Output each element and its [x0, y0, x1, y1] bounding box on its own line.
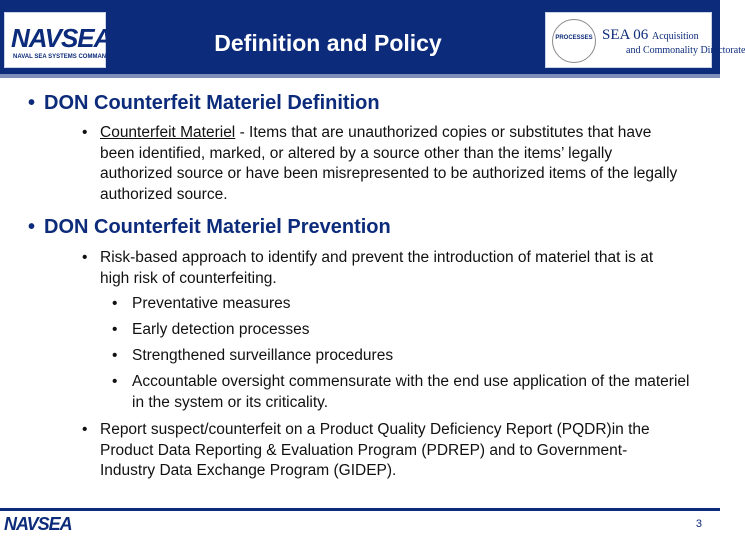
section-heading-text: DON Counterfeit Materiel Prevention: [44, 216, 391, 238]
sea06-logo-main-text: SEA 06: [602, 27, 649, 43]
bullet-icon: •: [28, 92, 36, 114]
bullet-icon: •: [82, 124, 88, 141]
navsea-logo: [4, 12, 112, 68]
prevention-item-text: Report suspect/counterfeit on a Product Quality Deficiency Report (PQDR)in the Product Data Reporting & Evaluation Program (PDREP) and to Government-Industry Data Exchange Program (GIDEP).: [100, 421, 650, 479]
sea06-logo-main: [602, 27, 699, 44]
footer-rule: [0, 508, 720, 511]
sea06-logo-subtext: and Commonality Directorate: [626, 45, 745, 56]
sea06-logo: [545, 12, 745, 68]
section-heading-text: DON Counterfeit Materiel Definition: [44, 92, 380, 114]
slide-title: Definition and Policy: [214, 30, 442, 56]
prevention-subitem-text: Strengthened surveillance procedures: [132, 347, 394, 364]
sea06-logo-acq: Acquisition: [652, 31, 699, 42]
footer-navsea-logo: NAVSEA: [4, 514, 72, 534]
definition-term: Counterfeit Materiel: [100, 124, 236, 141]
header-rule: [0, 74, 720, 78]
bullet-icon: •: [112, 295, 118, 312]
prevention-subitem-text: Early detection processes: [132, 321, 310, 338]
definition-text: [100, 123, 680, 205]
sea06-seal-icon: [552, 19, 596, 63]
bullet-icon: •: [112, 373, 118, 390]
navsea-logo-subtext: NAVAL SEA SYSTEMS COMMAND: [13, 54, 111, 60]
bullet-icon: •: [28, 216, 36, 238]
bullet-icon: •: [112, 347, 118, 364]
prevention-subitem-text: Preventative measures: [132, 295, 291, 312]
slide-header: [0, 0, 745, 78]
definition-body: - Items that are unauthorized copies or substitutes that have been identified, marked, or altered by a source other than the items’ legally authorized source or have been misrepresented to be authorized items of the legally authorized source.: [100, 124, 678, 203]
bullet-icon: •: [82, 249, 88, 266]
bullet-icon: •: [112, 321, 118, 338]
sea06-seal-text: PROCESSES: [555, 35, 593, 41]
bullet-icon: •: [82, 421, 88, 438]
page-number: 3: [695, 518, 702, 530]
prevention-item-text: Risk-based approach to identify and prevent the introduction of materiel that is at high risk of counterfeiting.: [100, 249, 654, 287]
prevention-subitem-text: Accountable oversight commensurate with the end use application of the materiel in the system or its criticality.: [132, 373, 690, 411]
navsea-logo-text: NAVSEA: [11, 23, 112, 53]
